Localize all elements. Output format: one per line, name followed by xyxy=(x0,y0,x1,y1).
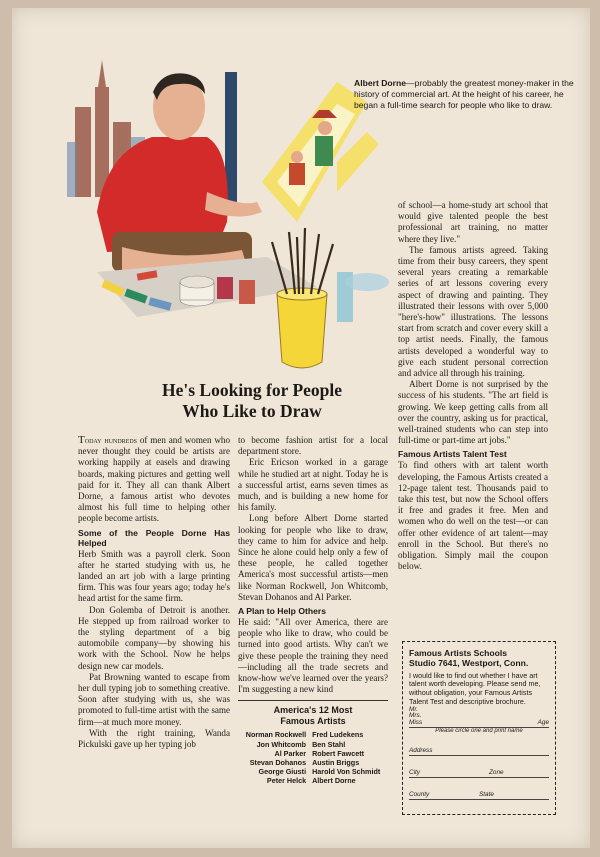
table-row xyxy=(243,758,383,767)
caption-text: —probably the greatest money-maker in the history of commercial art. At the height of his career, he began a full-time search for people who like to draw. xyxy=(354,78,574,110)
intro-rest: of men and women who never thought they could be artists are working happily at easels and drawing boards, making pictures and getting well paid for it. They all can thank Albert Dorne, a famous artist who devotes almost his full time to helping other people become artists. xyxy=(78,435,230,524)
artist-name: George Giusti xyxy=(258,767,307,777)
paragraph-dorne-advice: Long before Albert Dorne started looking for people who like to draw, they came to him for advice and help. Since he alone could help only a few of these people, he called together America's most successful artists—men like Norman Rockwell, Jon Whitcomb, Stevan Dohanos and Al Parker. xyxy=(238,513,388,602)
caption-name: Albert Dorne xyxy=(354,78,407,88)
paragraph-herb-smith: Herb Smith was a payroll clerk. Soon after he started studying with us, he landed an art job with a large printing firm. This was four years ago; today he's head artist for the same firm. xyxy=(78,548,230,604)
article-column-1 xyxy=(78,435,230,750)
subhead-talent-test: Famous Artists Talent Test xyxy=(398,449,507,460)
state-label: State xyxy=(479,791,494,799)
drop-cap: T xyxy=(78,434,85,446)
coupon-header-1: Famous Artists Schools xyxy=(409,648,508,658)
age-label: Age xyxy=(537,719,549,727)
table-row xyxy=(243,767,383,776)
paragraph-school: of school—a home-study art school that would give talented people the best professional art training, no matter where they live." xyxy=(398,200,548,244)
subhead-people-helped: Some of the People Dorne Has Helped xyxy=(78,527,230,548)
table-row xyxy=(243,730,383,739)
headline-line-2: Who Like to Draw xyxy=(182,401,322,421)
coupon-city-field[interactable] xyxy=(409,762,549,778)
paragraph-don-golemba: Don Golemba of Detroit is another. He stepped up from railroad worker to the styling department of a big automobile company—by showing his work with the School. Now he helps design new car models. xyxy=(78,604,230,671)
artist-name: Al Parker xyxy=(274,748,307,758)
paragraph-he-said: He said: "All over America, there are people who like to draw, who could be turned into good artists. Why can't we give these people the training they need—including all the trade secrets and know-how we've learned over the years? I'm suggesting a new kind xyxy=(238,617,388,695)
intro-paragraph xyxy=(78,435,230,525)
county-label: County xyxy=(409,791,430,799)
artist-name: Robert Fawcett xyxy=(312,748,364,758)
zone-label: Zone xyxy=(489,769,504,777)
paragraph-pat-browning: Pat Browning wanted to escape from her dull typing job to something creative. Soon after studying with us, she was promoted to full-time artist with the same firm—at much more money. xyxy=(78,671,230,727)
city-label: City xyxy=(409,769,421,777)
artist-name: Jon Whitcomb xyxy=(256,739,307,749)
artists-title-1: America's 12 Most xyxy=(273,705,353,716)
paragraph-artists-agreed: The famous artists agreed. Taking time from their busy careers, they spent several years creating a remarkable series of art lessons covering every aspect of drawing and painting. They illustrated their lessons with over 5,000 "here's-how" illustrations. The lessons start from scratch and cover every skill a top artist needs. Finally, the famous artists developed a wonderful way to give each student personal correction and advice all through his training. xyxy=(398,244,548,379)
coupon-note: Please circle one and print name xyxy=(435,728,523,735)
brush-pot xyxy=(272,228,333,368)
artists-title-2: Famous Artists xyxy=(280,716,346,727)
headline xyxy=(107,380,397,422)
artist-name: Stevan Dohanos xyxy=(249,758,307,768)
address-label: Address xyxy=(409,747,433,755)
artist-name: Peter Helck xyxy=(266,776,307,786)
artist-name: Fred Ludekens xyxy=(312,730,364,740)
artist-name: Ben Stahl xyxy=(312,739,346,749)
coupon-header-2: Studio 7641, Westport, Conn. xyxy=(409,658,529,669)
intro-smallcaps: oday hundreds xyxy=(84,435,138,445)
artist-figure xyxy=(97,73,262,276)
table-row xyxy=(243,776,383,785)
paragraph-continued: to become fashion artist for a local department store. xyxy=(238,435,388,457)
table-row xyxy=(243,749,383,758)
subhead-plan: A Plan to Help Others xyxy=(238,606,327,617)
photo-caption xyxy=(354,78,574,111)
albert-dorne-illustration xyxy=(67,32,397,382)
artists-table xyxy=(243,730,383,785)
famous-artists-box xyxy=(238,700,388,785)
coupon-address-field[interactable] xyxy=(409,740,549,756)
coupon-county-field[interactable] xyxy=(409,784,549,800)
magazine-page xyxy=(12,8,590,848)
artist-name: Norman Rockwell xyxy=(245,730,307,740)
article-column-3 xyxy=(398,200,548,573)
paragraph-eric-ericson: Eric Ericson worked in a garage while he studied art at night. Today he is a successful artist, earns seven times as much, and is building a new home for his family. xyxy=(238,457,388,513)
article-column-2 xyxy=(238,435,388,786)
name-label: Mr. Mrs. Miss xyxy=(409,705,423,726)
artist-name: Albert Dorne xyxy=(312,776,356,786)
table-row xyxy=(243,740,383,749)
paragraph-not-surprised: Albert Dorne is not surprised by the success of his students. "The art field is growing. We keep getting calls from all over the country, asking us for practical, well-trained students who can step into full-time or part-time art jobs." xyxy=(398,379,548,446)
artist-name: Harold Von Schmidt xyxy=(312,767,381,777)
mail-coupon[interactable] xyxy=(402,641,556,815)
coupon-name-field[interactable] xyxy=(409,705,549,728)
coupon-body: I would like to find out whether I have art talent worth developing. Please send me, without obligation, your Famous Artists Talent Test and descriptive brochure. xyxy=(409,670,541,706)
headline-line-1: He's Looking for People xyxy=(161,380,343,400)
paragraph-wanda-pickulski: With the right training, Wanda Pickulski gave up her typing job xyxy=(78,727,230,750)
paragraph-talent-test: To find others with art talent worth developing, the Famous Artists created a 12-page talent test. Thousands paid to take this test, but now the School offers it free and grades it free. Men and women who do well on the test—or can offer other evidence of art talent—may enroll in the School. But there's no obligation. Simply mail the coupon below. xyxy=(398,460,548,572)
artist-name: Austin Briggs xyxy=(312,758,360,768)
